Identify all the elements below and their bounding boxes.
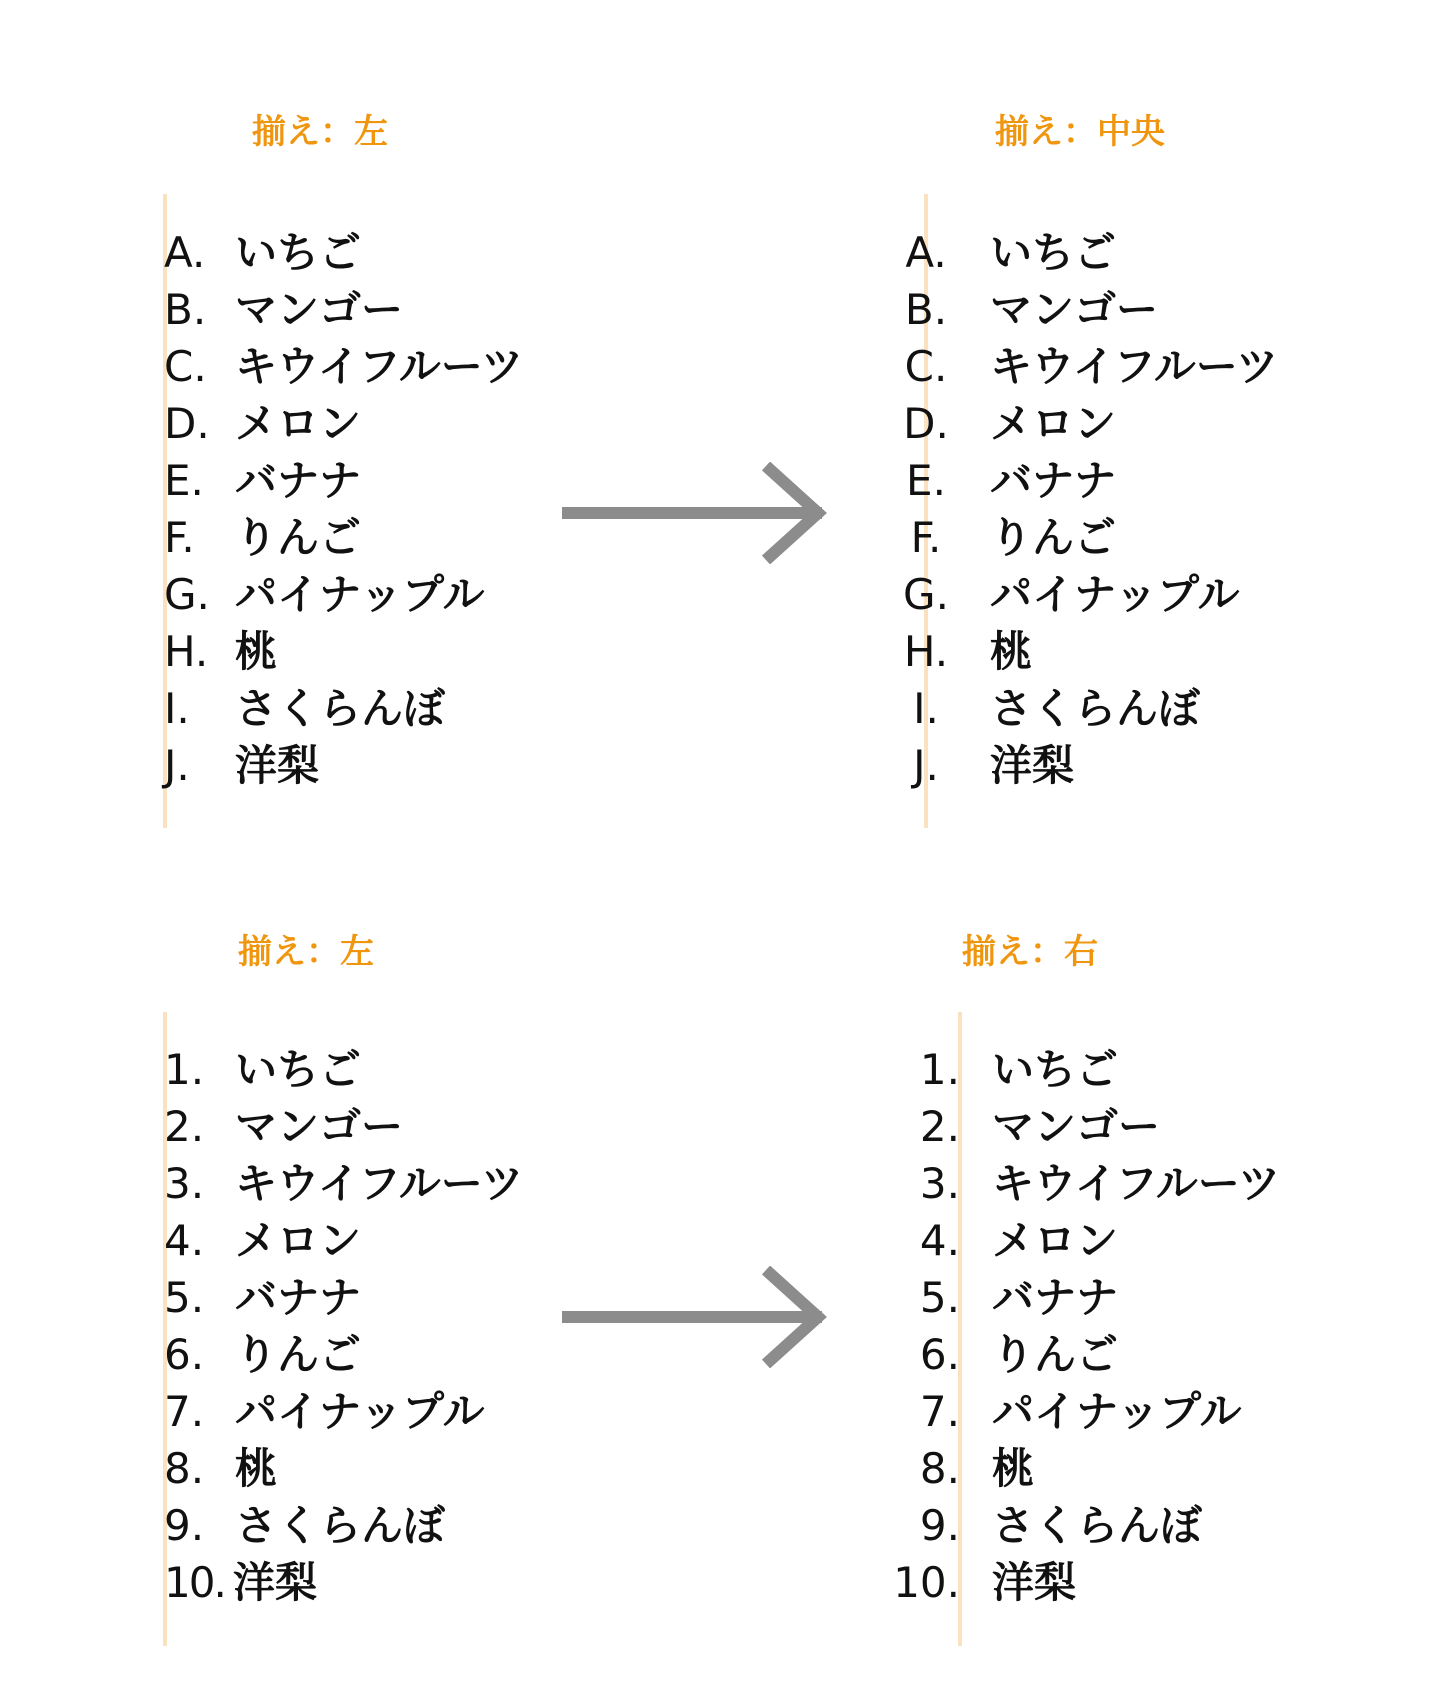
list-marker: 3. — [164, 1159, 205, 1208]
list-marker: C. — [164, 342, 207, 391]
list-item — [919, 1326, 1420, 1383]
list-marker: 2. — [919, 1102, 960, 1151]
list-item — [903, 623, 1386, 680]
list-item-text: パイナップル — [235, 1387, 485, 1436]
list-marker: F. — [164, 513, 195, 562]
list-item-text: メロン — [992, 1216, 1119, 1265]
list-item — [165, 509, 625, 566]
list-item-text: 桃 — [990, 627, 1033, 676]
list-marker: 3. — [919, 1159, 960, 1208]
list-item-text: バナナ — [992, 1273, 1119, 1322]
list-item — [919, 1497, 1420, 1554]
list-marker: H. — [903, 627, 949, 676]
list-item — [165, 395, 625, 452]
list-item — [165, 338, 625, 395]
list-item-text: 洋梨 — [992, 1558, 1077, 1607]
list-item-text: パイナップル — [992, 1387, 1242, 1436]
list-item-text: りんご — [992, 1330, 1119, 1379]
list-item-text: さくらんぼ — [992, 1501, 1203, 1550]
list-item-text: りんご — [235, 513, 362, 562]
list-item — [919, 1155, 1420, 1212]
list-item — [165, 1155, 625, 1212]
list-item — [919, 1440, 1420, 1497]
list-item — [919, 1212, 1420, 1269]
list-item-text: 洋梨 — [990, 741, 1075, 790]
list-item-text: マンゴー — [235, 1102, 404, 1151]
list-marker: A. — [164, 228, 206, 277]
list-item-text: キウイフルーツ — [990, 342, 1279, 391]
list-item-text: マンゴー — [235, 285, 404, 334]
list-marker: 1. — [919, 1045, 960, 1094]
heading-bottom-right: 揃え：右 — [962, 932, 1098, 972]
list-marker: I. — [913, 684, 939, 733]
list-marker: 9. — [919, 1501, 960, 1550]
list-item-text: 桃 — [992, 1444, 1035, 1493]
list-item-text: 桃 — [235, 627, 278, 676]
list-item — [165, 1212, 625, 1269]
list-marker: 1. — [164, 1045, 205, 1094]
list-item — [906, 452, 1386, 509]
list-marker: 2. — [164, 1102, 205, 1151]
list-item — [905, 224, 1386, 281]
list-item — [165, 281, 625, 338]
list-item-text: パイナップル — [990, 570, 1240, 619]
list-item-text: りんご — [235, 1330, 362, 1379]
heading-top-left: 揃え：左 — [252, 112, 388, 152]
list-marker: E. — [164, 456, 204, 505]
list-item — [165, 1383, 625, 1440]
list-marker: 7. — [164, 1387, 205, 1436]
list-marker: D. — [903, 399, 949, 448]
list-item-text: いちご — [235, 1045, 362, 1094]
list-item — [165, 737, 625, 794]
list-item-text: いちご — [992, 1045, 1119, 1094]
list-marker: 4. — [164, 1216, 205, 1265]
list-item-text: パイナップル — [235, 570, 485, 619]
heading-bottom-left: 揃え：左 — [238, 932, 374, 972]
list-item — [903, 395, 1386, 452]
list-item — [910, 509, 1386, 566]
list-item — [165, 566, 625, 623]
list-marker: 6. — [164, 1330, 205, 1379]
list-item — [165, 1554, 625, 1611]
list-marker: G. — [903, 570, 949, 619]
list-item-text: バナナ — [235, 1273, 362, 1322]
list-item-text: バナナ — [990, 456, 1117, 505]
list-marker: 7. — [919, 1387, 960, 1436]
list-marker: B. — [904, 285, 948, 334]
list-item-text: メロン — [235, 399, 362, 448]
list-item — [165, 1041, 625, 1098]
list-item — [165, 1269, 625, 1326]
list-item-text: マンゴー — [990, 285, 1159, 334]
list-marker: 6. — [919, 1330, 960, 1379]
list-item-text: いちご — [235, 228, 362, 277]
list-item-text: さくらんぼ — [235, 1501, 446, 1550]
list-item-text: マンゴー — [992, 1102, 1161, 1151]
list-item — [165, 452, 625, 509]
list-item-text: 洋梨 — [233, 1558, 318, 1607]
list-item-text: バナナ — [235, 456, 362, 505]
list-item — [165, 1098, 625, 1155]
list-marker: 5. — [164, 1273, 205, 1322]
list-item-text: さくらんぼ — [235, 684, 446, 733]
heading-top-right: 揃え：中央 — [995, 112, 1165, 152]
list-item — [893, 1554, 1420, 1611]
list-marker: E. — [906, 456, 946, 505]
list-item — [904, 338, 1386, 395]
list-item — [913, 737, 1386, 794]
list-marker: F. — [910, 513, 942, 562]
list-item-text: さくらんぼ — [990, 684, 1201, 733]
list-marker: J. — [164, 741, 190, 790]
list-item — [165, 680, 625, 737]
list-item-text: キウイフルーツ — [235, 1159, 524, 1208]
list-marker: 10. — [164, 1558, 225, 1607]
list-item — [919, 1041, 1420, 1098]
list-marker: 8. — [919, 1444, 960, 1493]
list-item-text: 洋梨 — [235, 741, 320, 790]
list-item — [919, 1098, 1420, 1155]
list-marker: J. — [913, 741, 939, 790]
list-item-text: 桃 — [235, 1444, 278, 1493]
list-item-text: いちご — [990, 228, 1117, 277]
list-marker: A. — [905, 228, 947, 277]
list-marker: B. — [164, 285, 207, 334]
list-item — [903, 566, 1386, 623]
list-item — [913, 680, 1386, 737]
list-item — [165, 1497, 625, 1554]
list-item-text: メロン — [235, 1216, 362, 1265]
list-item — [165, 1326, 625, 1383]
list-item — [165, 1440, 625, 1497]
list-marker: 9. — [164, 1501, 205, 1550]
list-item-text: キウイフルーツ — [992, 1159, 1281, 1208]
list-item — [165, 623, 625, 680]
list-marker: 4. — [919, 1216, 960, 1265]
list-marker: C. — [904, 342, 948, 391]
list-item-text: りんご — [990, 513, 1117, 562]
list-marker: 10. — [893, 1558, 960, 1607]
list-item-text: メロン — [990, 399, 1117, 448]
list-marker: 8. — [164, 1444, 205, 1493]
list-marker: 5. — [919, 1273, 960, 1322]
list-item — [165, 224, 625, 281]
right-arrow-icon — [560, 462, 830, 564]
list-marker: H. — [164, 627, 209, 676]
list-item — [919, 1383, 1420, 1440]
list-item — [904, 281, 1386, 338]
list-item-text: キウイフルーツ — [235, 342, 524, 391]
list-marker: G. — [164, 570, 210, 619]
list-marker: I. — [164, 684, 190, 733]
list-item — [919, 1269, 1420, 1326]
right-arrow-icon — [560, 1266, 830, 1368]
list-marker: D. — [164, 399, 210, 448]
